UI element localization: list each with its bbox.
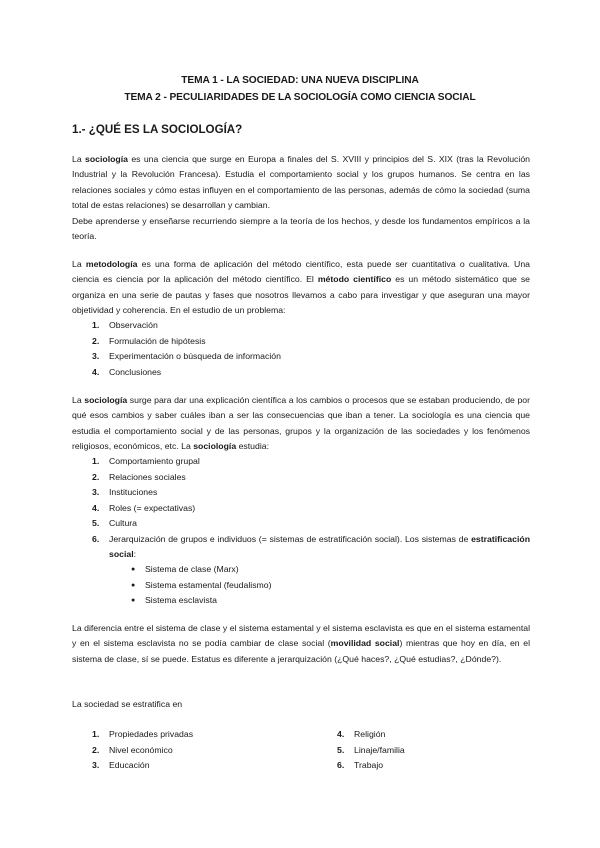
term-sociologia: sociología [84, 395, 128, 405]
list-item [92, 470, 200, 486]
list-item [337, 727, 405, 743]
para2-lead: La [72, 259, 86, 269]
para3-text-2: estudia: [236, 441, 270, 452]
list-item [337, 743, 405, 759]
list-item-text: Cultura [109, 518, 138, 529]
term-metodologia: metodología [85, 259, 138, 269]
bullet-icon: ● [131, 566, 136, 573]
list-item-number: 6. [92, 534, 100, 544]
list-estratificacion-left [92, 727, 193, 774]
list-item-text: Nivel económico [109, 744, 173, 755]
list-item-number: 3. [92, 760, 100, 771]
list-item-text: Educación [109, 760, 150, 771]
para4-text-1: La diferencia entre el sistema de clase y el sistema estamental y el sistema esclavista es que en el sistema estamental y en el sistema esclavista no se podía cambiar de clase social ( [72, 623, 530, 649]
section-heading: 1.- ¿QUÉ ES LA SOCIOLOGÍA? [72, 123, 243, 136]
list-item-number: 2. [92, 335, 100, 346]
list-item [92, 758, 193, 774]
paragraph-sociologia-definicion [72, 152, 530, 244]
para1-lead: La [72, 154, 86, 164]
para1-text: es una ciencia que surge en Europa a finales del S. XVIII y principios del S. XIX (tras la Revolución Industrial y la Revolución Francesa). Estudia el comportamiento social y los grupos humanos. Se centra en las relaciones sociales y cómo estas influyen en el comportamiento de las personas, además de cómo la sociedad (suma total de estas relaciones) se desarrollan y cambian. [72, 154, 530, 211]
list-item-text: Trabajo [354, 760, 384, 771]
list-metodo-cientifico [92, 318, 281, 380]
list-item-text: Formulación de hipótesis [109, 335, 206, 346]
list-item [92, 727, 193, 743]
list-item [92, 454, 200, 470]
para3-text-1: surge para dar una explicación científica a los cambios o procesos que se estaban produciendo, de por qué esos cambios y saber cuáles iban a ser las consecuencias que iban a tener. La sociología es una ciencia que estudia el comportamiento social y de las personas, grupos y la organización de las sociedades y los fenómenos religiosos, económicos, etc. La [72, 395, 530, 452]
term-metodo-cientifico: método científico [317, 274, 392, 285]
list-item-jerarquizacion [92, 532, 530, 563]
list-item [92, 485, 200, 501]
list-item-text: Propiedades privadas [109, 729, 194, 739]
list-item-number: 3. [92, 487, 100, 498]
list-item [92, 334, 281, 350]
list-item-number: 4. [337, 729, 345, 739]
list-sociologia-estudia [92, 454, 200, 532]
paragraph-sociologia-surge [72, 393, 530, 455]
para2-text-2: es un método sistemático que se organiza en una serie de pautas y fases que nosotros llevamos a cabo para investigar y que aseguran una mayor objetividad y coherencia. En el estudio de un problema: [72, 274, 531, 316]
bullet-item [131, 578, 272, 594]
paragraph-diferencia-sistemas [72, 621, 530, 667]
list-estratificacion-right [337, 727, 405, 774]
bullet-icon: ● [131, 581, 136, 589]
title-tema-2: TEMA 2 - PECULIARIDADES DE LA SOCIOLOGÍA COMO CIENCIA SOCIAL [124, 92, 476, 103]
paragraph-estratifica: La sociedad se estratifica en [72, 699, 183, 709]
list-item-number: 2. [92, 471, 100, 482]
list-item [92, 516, 200, 532]
list-item-number: 4. [92, 366, 100, 377]
list-item-number: 6. [337, 760, 345, 771]
list-item-text: Comportamiento grupal [109, 456, 200, 466]
list-item-number: 1. [92, 729, 100, 739]
list-item-number: 1. [92, 320, 100, 330]
list-item [337, 758, 405, 774]
list-item-number: 2. [92, 744, 100, 755]
bullet-text: Sistema estamental (feudalismo) [145, 579, 272, 590]
bullet-icon: ● [131, 597, 136, 605]
para3-lead: La [72, 395, 85, 405]
list-item-text: Religión [354, 729, 386, 739]
list-item [92, 365, 281, 381]
list-item-number: 5. [92, 518, 100, 529]
bullet-list-sistemas [131, 562, 272, 609]
list-item-text: Observación [109, 320, 158, 330]
title-tema-1: TEMA 1 - LA SOCIEDAD: UNA NUEVA DISCIPLINA [181, 75, 419, 86]
list-item-number: 3. [92, 351, 100, 362]
bullet-item [131, 562, 272, 578]
bullet-text: Sistema esclavista [145, 595, 217, 606]
list-item-text: Experimentación o búsqueda de información [109, 351, 281, 362]
para4-text-2: ) mientras que hoy en día, en el sistema de clase, sí se puede. Estatus es diferente a jerarquización (¿Qué haces?, ¿Qué estudias?, ¿Dónde?). [72, 638, 531, 664]
term-estratificacion-social: estratificación social [109, 534, 530, 560]
list-item [92, 349, 281, 365]
list-item-number: 4. [92, 502, 100, 513]
list-item-number: 1. [92, 456, 100, 466]
para2-text-1: es una forma de aplicación del método científico, esta puede ser cuantitativa o cualitativa. Una ciencia es ciencia por la aplicación del método científico. El [72, 259, 530, 285]
list-item-text: Roles (= expectativas) [109, 502, 196, 513]
list-item-text: Conclusiones [109, 366, 162, 377]
bullet-text: Sistema de clase (Marx) [145, 564, 239, 574]
para1-text-2: Debe aprenderse y enseñarse recurriendo siempre a la teoría de los hechos, y desde los fundamentos empíricos a la teoría. [72, 215, 530, 242]
list-item [92, 501, 200, 517]
item6-text-1: Jerarquización de grupos e individuos (= sistemas de estratificación social). Los sistemas de [109, 534, 469, 544]
item6-text-2: : [133, 549, 137, 560]
list-item-number: 5. [337, 744, 345, 755]
list-item-text: Linaje/familia [354, 744, 405, 755]
paragraph-metodologia [72, 257, 530, 319]
list-item [92, 318, 281, 334]
list-item [92, 743, 193, 759]
term-sociologia: sociología [85, 154, 128, 164]
term-sociologia: sociología [193, 441, 237, 452]
list-item-text: Relaciones sociales [109, 471, 186, 482]
bullet-item [131, 593, 272, 609]
term-movilidad-social: movilidad social [330, 638, 400, 649]
list-item-text: Instituciones [109, 487, 158, 498]
